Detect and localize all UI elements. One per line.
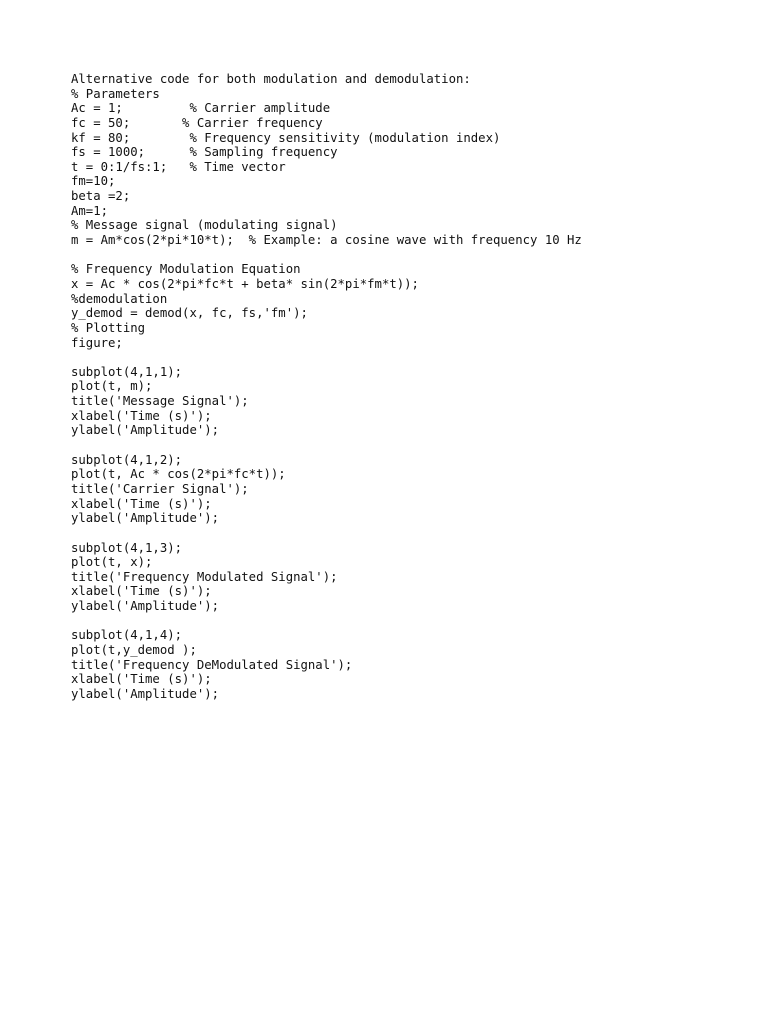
- code-line: xlabel('Time (s)');: [71, 584, 212, 599]
- code-line: subplot(4,1,2);: [71, 452, 183, 467]
- code-line: title('Frequency DeModulated Signal');: [71, 657, 353, 672]
- code-line: plot(t, Ac * cos(2*pi*fc*t));: [71, 467, 286, 482]
- code-line: plot(t,y_demod );: [71, 642, 197, 657]
- blank-line: [71, 350, 582, 365]
- code-line: fc = 50; % Carrier frequency: [71, 115, 323, 130]
- code-line: fs = 1000; % Sampling frequency: [71, 145, 338, 160]
- code-line: % Frequency Modulation Equation: [71, 262, 301, 277]
- code-line: ylabel('Amplitude');: [71, 511, 220, 526]
- blank-line: [71, 438, 582, 453]
- code-line: m = Am*cos(2*pi*10*t); % Example: a cosine wave with frequency 10 Hz: [71, 233, 582, 248]
- code-line: plot(t, m);: [71, 379, 153, 394]
- code-line: ylabel('Amplitude');: [71, 686, 220, 701]
- code-line: xlabel('Time (s)');: [71, 408, 212, 423]
- code-line: x = Ac * cos(2*pi*fc*t + beta* sin(2*pi*fm*t));: [71, 276, 419, 291]
- code-line: subplot(4,1,4);: [71, 628, 183, 643]
- code-line: % Plotting: [71, 320, 146, 335]
- code-line: Am=1;: [71, 203, 109, 218]
- code-line: %demodulation: [71, 291, 168, 306]
- code-line: ylabel('Amplitude');: [71, 599, 220, 614]
- code-line: kf = 80; % Frequency sensitivity (modulation index): [71, 130, 501, 145]
- code-line: title('Frequency Modulated Signal');: [71, 569, 338, 584]
- code-line: subplot(4,1,1);: [71, 364, 183, 379]
- code-line: xlabel('Time (s)');: [71, 672, 212, 687]
- code-line: ylabel('Amplitude');: [71, 423, 220, 438]
- code-block: [71, 72, 582, 702]
- code-line: t = 0:1/fs:1; % Time vector: [71, 159, 286, 174]
- code-line: Ac = 1; % Carrier amplitude: [71, 101, 331, 116]
- blank-line: [71, 526, 582, 541]
- code-line: subplot(4,1,3);: [71, 540, 183, 555]
- code-line: Alternative code for both modulation and demodulation:: [71, 72, 471, 86]
- code-line: % Parameters: [71, 86, 160, 101]
- code-line: plot(t, x);: [71, 555, 153, 570]
- blank-line: [71, 248, 582, 263]
- code-line: y_demod = demod(x, fc, fs,'fm');: [71, 306, 308, 321]
- code-line: beta =2;: [71, 189, 131, 204]
- code-line: xlabel('Time (s)');: [71, 496, 212, 511]
- code-line: title('Carrier Signal');: [71, 481, 249, 496]
- code-line: % Message signal (modulating signal): [71, 218, 338, 233]
- code-line: fm=10;: [71, 174, 116, 189]
- code-line: title('Message Signal');: [71, 394, 249, 409]
- blank-line: [71, 614, 582, 629]
- code-line: figure;: [71, 335, 123, 350]
